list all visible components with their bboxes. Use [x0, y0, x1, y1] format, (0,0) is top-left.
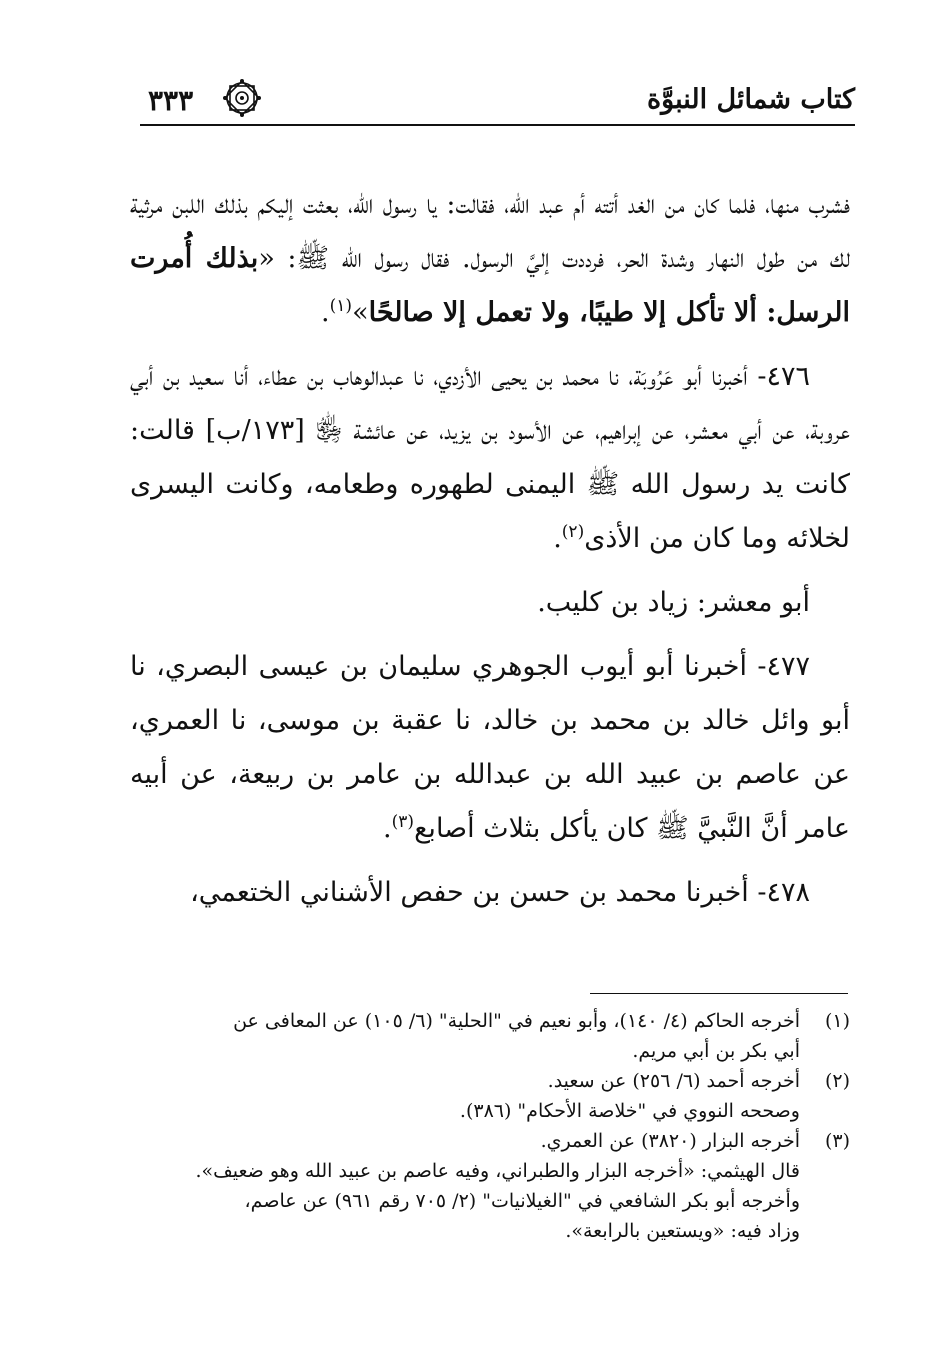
footnotes: [128, 1006, 850, 1246]
footnote-3: [128, 1126, 850, 1246]
hadith-476: [130, 350, 850, 566]
footnote-line: وصححه النووي في "خلاصة الأحكام" (٣٨٦).: [459, 1100, 800, 1122]
footnote-ref-3: (٣): [391, 812, 415, 832]
footnote-line: أبي بكر بن أبي مريم.: [632, 1040, 800, 1062]
period: .: [553, 523, 562, 554]
hadith-478-text: ٤٧٨- أخبرنا محمد بن حسن بن حفص الأشناني الختعمي،: [190, 877, 810, 908]
footnote-line: أخرجه أحمد (٦/ ٢٥٦) عن سعيد.: [547, 1070, 800, 1092]
footnote-ref-2: (٢): [561, 522, 585, 542]
header-rule: [140, 124, 855, 126]
footnote-number: (١): [824, 1010, 850, 1032]
quote-close: »: [352, 297, 369, 328]
hadith-477: [130, 640, 850, 856]
narrator-note: [130, 576, 850, 630]
hadith-quote: بذلك أُمرت الرسل: ألا تأكل إلا طيبًا، ولا تعمل إلا صالحًا: [130, 243, 850, 328]
footnote-2: [128, 1066, 850, 1126]
footnote-separator: [590, 993, 848, 994]
paragraph-continuation: [130, 178, 850, 340]
star-rosette-ornament-icon: [222, 78, 262, 118]
footnote-line: وأخرجه أبو بكر الشافعي في "الغيلانيات" (٢/ ٧٠٥ رقم ٩٦١) عن عاصم،: [244, 1190, 800, 1212]
hadith-476-text: ٤٧٦- أخبرنا أبو عَرُوبَة، نا محمد بن يحيى الأزدي، نا عبدالوهاب بن عطاء، أنا سعيد بن أبي عروبة، عن أبي معشر، عن إبراهيم، عن الأسود بن يزيد، عن عائشة ﵂ [١٧٣/ب] قالت: كانت يد رسول الله ﷺ اليمنى لطهوره وطعامه، وكانت اليسرى لخلائه وما كان من الأذى: [130, 361, 850, 554]
footnote-number: (٣): [824, 1130, 850, 1152]
book-title: كتاب شمائل النبوَّة: [647, 84, 855, 115]
footnote-ref-1: (١): [329, 296, 353, 316]
main-text: [130, 178, 850, 930]
hadith-477-text: ٤٧٧- أخبرنا أبو أيوب الجوهري سليمان بن عيسى البصري، نا أبو وائل خالد بن محمد بن خالد، نا عقبة بن موسى، نا العمري، عن عاصم بن عبيد الله بن عبدالله بن عامر بن ربيعة، عن أبيه عامر أنَّ النَّبيَّ ﷺ كان يأكل بثلاث أصابع: [130, 651, 850, 844]
continuation-text: فشرب منها، فلما كان من الغد أتته أم عبد الله، فقالت: يا رسول الله، بعثت إليكم بذلك اللبن مرثية لك من طول النهار وشدة الحر، فرددت إليَّ الرسول. فقال رسول الله ﷺ: «: [130, 189, 850, 274]
footnote-1: [128, 1006, 850, 1066]
hadith-478: [130, 866, 850, 920]
footnote-line: وزاد فيه: «ويستعين بالرابعة».: [565, 1220, 800, 1242]
footnote-number: (٢): [824, 1070, 850, 1092]
page-header: [140, 78, 855, 130]
period: .: [321, 297, 330, 328]
narrator-note-text: أبو معشر: زياد بن كليب.: [537, 587, 810, 618]
footnote-line: أخرجه الحاكم (٤/ ١٤٠)، وأبو نعيم في "الحلية" (٦/ ١٠٥) عن المعافى عن: [233, 1010, 800, 1032]
footnote-line: أخرجه البزار (٣٨٢٠) عن العمري.: [540, 1130, 800, 1152]
footnote-line: قال الهيثمي: «أخرجه البزار والطبراني، وفيه عاصم بن عبيد الله وهو ضعيف».: [195, 1160, 800, 1182]
page-number: ٣٣٣: [148, 84, 194, 117]
period: .: [383, 813, 392, 844]
